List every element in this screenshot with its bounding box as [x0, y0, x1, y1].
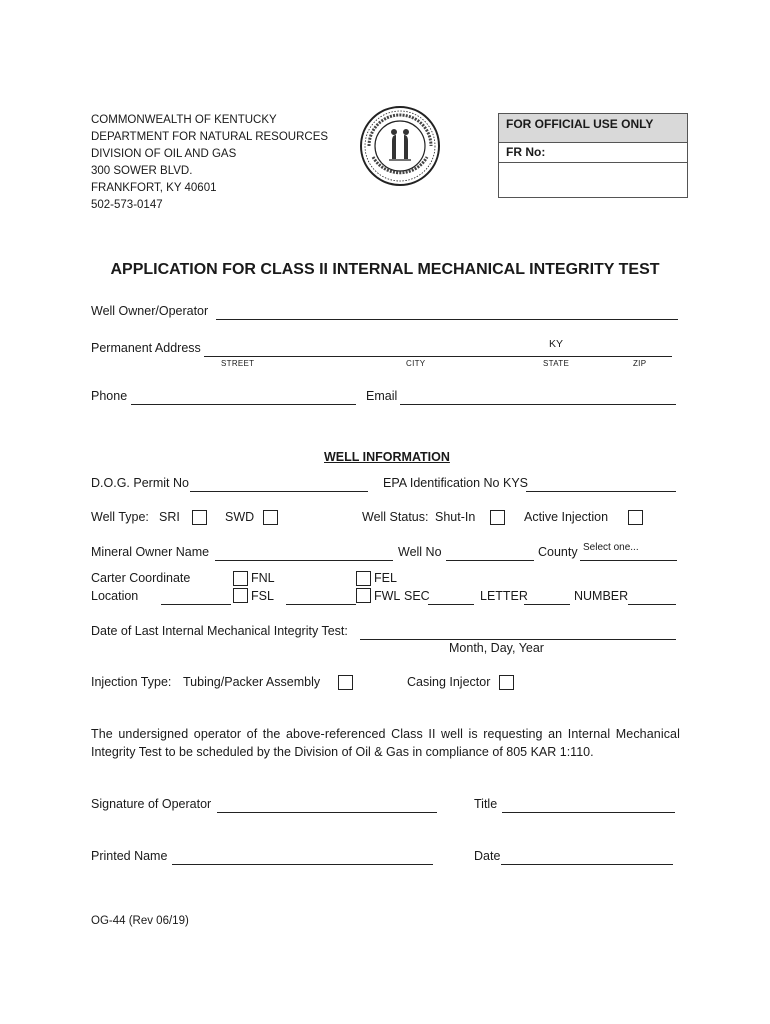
street-sublabel: STREET [221, 359, 255, 368]
city-field[interactable] [394, 342, 534, 357]
well-status-shutin-checkbox[interactable] [490, 510, 505, 525]
agency-line: COMMONWEALTH OF KENTUCKY [91, 114, 277, 126]
well-status-active-label: Active Injection [524, 510, 609, 524]
printed-name-field[interactable] [172, 850, 433, 865]
fwl-checkbox[interactable] [356, 588, 371, 603]
agency-line: 502-573-0147 [91, 199, 163, 211]
title-label: Title [474, 797, 498, 811]
mineral-owner-field[interactable] [215, 546, 393, 561]
last-test-label: Date of Last Internal Mechanical Integrity Test: [91, 624, 348, 638]
well-type-sri-checkbox[interactable] [192, 510, 207, 525]
well-type-label: Well Type: [91, 510, 149, 524]
agency-line: 300 SOWER BLVD. [91, 165, 193, 177]
official-use-title: FOR OFFICIAL USE ONLY [506, 117, 654, 131]
agency-line: DIVISION OF OIL AND GAS [91, 148, 237, 160]
well-status-label: Well Status: [362, 510, 429, 524]
sec-field[interactable] [428, 590, 474, 605]
carter-location-label: Location [91, 589, 139, 603]
owner-field[interactable] [216, 305, 678, 320]
permit-field[interactable] [190, 477, 368, 492]
fnl-checkbox[interactable] [233, 571, 248, 586]
well-no-field[interactable] [446, 546, 534, 561]
fr-no-label: FR No: [506, 145, 546, 159]
well-type-sri-label: SRI [159, 510, 180, 524]
phone-label: Phone [91, 389, 128, 403]
zip-sublabel: ZIP [633, 359, 647, 368]
email-field[interactable] [400, 390, 676, 405]
well-status-active-checkbox[interactable] [628, 510, 643, 525]
kentucky-seal-icon [359, 105, 441, 187]
well-no-label: Well No [398, 545, 442, 559]
statement-line-2: Integrity Test to be scheduled by the Division of Oil & Gas in compliance of 805 KAR 1:110. [91, 745, 594, 759]
permit-label: D.O.G. Permit No [91, 476, 189, 490]
signature-label: Signature of Operator [91, 797, 212, 811]
statement-line-1: The undersigned operator of the above-referenced Class II well is requesting an Internal Mechanical [91, 727, 680, 741]
zip-field[interactable] [584, 342, 672, 357]
title-field[interactable] [502, 798, 675, 813]
agency-line: FRANKFORT, KY 40601 [91, 182, 217, 194]
fnl-label: FNL [251, 571, 275, 585]
injection-casing-label: Casing Injector [407, 675, 491, 689]
state-sublabel: STATE [543, 359, 570, 368]
fel-checkbox[interactable] [356, 571, 371, 586]
fwl-label: FWL [374, 589, 401, 603]
number-field[interactable] [628, 590, 676, 605]
official-use-header [499, 114, 687, 143]
epa-label: EPA Identification No KYS [383, 476, 528, 490]
injection-type-label: Injection Type: [91, 675, 172, 689]
phone-field[interactable] [131, 390, 356, 405]
date-label: Date [474, 849, 501, 863]
carter-ns-distance-field[interactable] [161, 590, 231, 605]
fel-label: FEL [374, 571, 397, 585]
sec-label: SEC [404, 589, 430, 603]
mineral-owner-label: Mineral Owner Name [91, 545, 210, 559]
well-type-swd-checkbox[interactable] [263, 510, 278, 525]
agency-line: DEPARTMENT FOR NATURAL RESOURCES [91, 131, 329, 143]
well-info-heading: WELL INFORMATION [324, 450, 450, 464]
street-field[interactable] [204, 342, 394, 357]
letter-label: LETTER [480, 589, 528, 603]
number-label: NUMBER [574, 589, 629, 603]
epa-field[interactable] [526, 477, 676, 492]
signature-field[interactable] [217, 798, 437, 813]
fr-no-row[interactable] [499, 143, 687, 163]
state-value: KY [549, 338, 564, 350]
email-label: Email [366, 389, 398, 403]
fsl-checkbox[interactable] [233, 588, 248, 603]
owner-label: Well Owner/Operator [91, 304, 209, 318]
printed-name-label: Printed Name [91, 849, 168, 863]
form-number: OG-44 (Rev 06/19) [91, 915, 189, 927]
well-status-shutin-label: Shut-In [435, 510, 476, 524]
injection-casing-checkbox[interactable] [499, 675, 514, 690]
city-sublabel: CITY [406, 359, 426, 368]
fsl-label: FSL [251, 589, 274, 603]
county-label: County [538, 545, 578, 559]
county-select-value[interactable]: Select one... [583, 542, 639, 553]
carter-coordinate-label: Carter Coordinate [91, 571, 191, 585]
injection-tubing-checkbox[interactable] [338, 675, 353, 690]
last-test-date-field[interactable] [360, 625, 676, 640]
carter-ew-distance-field[interactable] [286, 590, 356, 605]
well-type-swd-label: SWD [225, 510, 255, 524]
date-field[interactable] [501, 850, 673, 865]
agency-address [91, 112, 328, 214]
official-use-box [498, 113, 688, 198]
address-label: Permanent Address [91, 341, 201, 355]
form-title: APPLICATION FOR CLASS II INTERNAL MECHANICAL INTEGRITY TEST [110, 261, 660, 278]
date-format-hint: Month, Day, Year [449, 641, 544, 655]
letter-field[interactable] [524, 590, 570, 605]
injection-tubing-label: Tubing/Packer Assembly [183, 675, 321, 689]
